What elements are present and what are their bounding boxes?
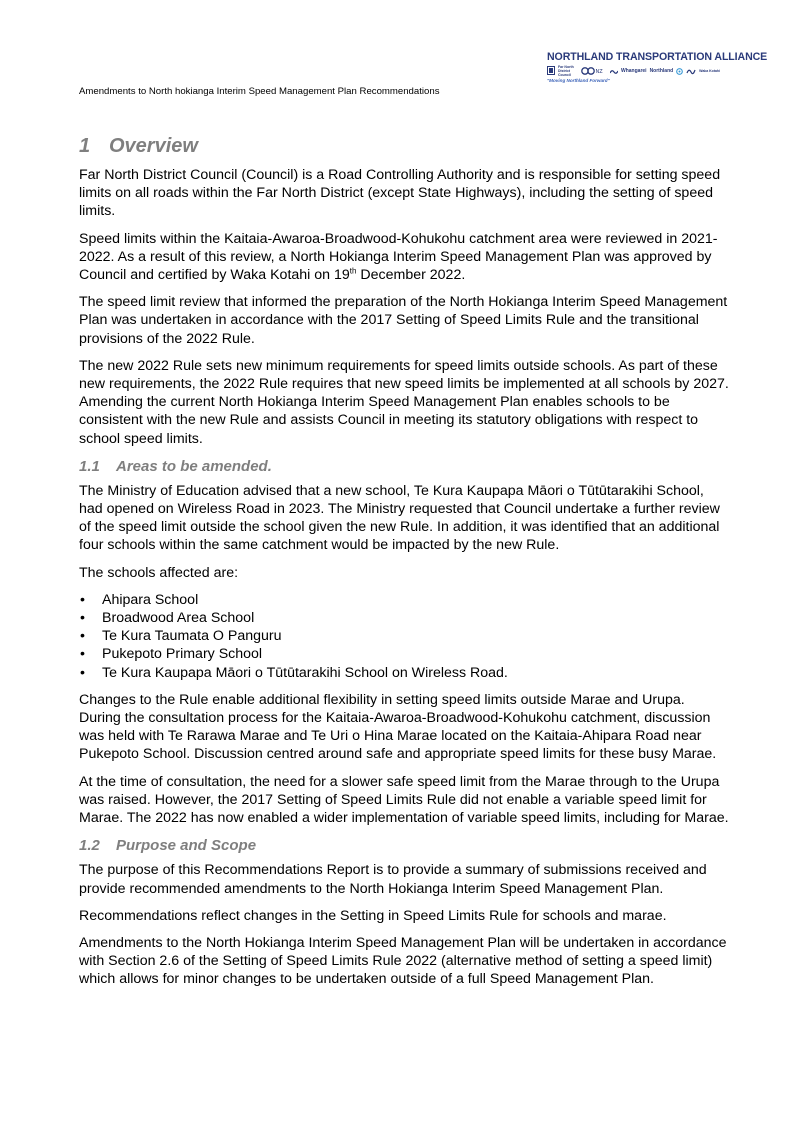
list-item <box>79 627 729 645</box>
schools-list <box>79 591 729 682</box>
svg-text:NZ: NZ <box>595 68 603 75</box>
document-body <box>79 133 729 998</box>
list-item <box>79 664 729 682</box>
list-item <box>79 591 729 609</box>
section-1-2-title: Purpose and Scope <box>116 837 257 855</box>
waka-kotahi-icon <box>686 62 696 80</box>
section-1-2-number: 1.2 <box>79 837 100 855</box>
paragraph: Changes to the Rule enable additional flexibility in setting speed limits outside Marae and Urupa. During the consultation process for the Kaitaia-Awaroa-Broadwood-Kohukohu catchment, discussion was held with Te Rarawa Marae and Te Uri o Hina Marae located on the Kaitaia-Ahipara Road near Pukepoto School. Discussion centred around safe and appropriate speed limits for these busy Marae. <box>79 691 717 763</box>
section-1-number: 1 <box>79 135 91 157</box>
list-item-text: Te Kura Kaupapa Māori o Tūtūtarakihi School on Wireless Road. <box>102 664 508 681</box>
paragraph: The Ministry of Education advised that a new school, Te Kura Kaupapa Māori o Tūtūtarakihi School, had opened on Wireless Road in 2023. The Ministry requested that Council undertake a further review of the speed limit outside the school given the new Rule. In addition, it was identified that an additional four schools within the same catchment would be impacted by the new Rule. <box>79 482 720 554</box>
list-item <box>79 645 729 663</box>
section-1-1-number: 1.1 <box>79 457 100 475</box>
paragraph: The purpose of this Recommendations Report is to provide a summary of submissions received and provide recommended amendments to the North Hokianga Interim Speed Management Plan. <box>79 862 707 897</box>
bullet: • <box>80 664 85 681</box>
running-header: Amendments to North hokianga Interim Speed Management Plan Recommendations <box>79 86 440 97</box>
logo-partner-1: Far North District Council <box>558 64 574 77</box>
logo-partner-2: Whangarei <box>621 67 647 74</box>
logo-title <box>547 51 768 63</box>
paragraph-text: Speed limits within the Kaitaia-Awaroa-Broadwood-Kohukohu catchment area were reviewed in 2021-2022. As a result of this review, a North Hokianga Interim Speed Management Plan was approved by Council and certified by Waka Kotahi on 19 <box>79 230 718 284</box>
logo-title-part2: ALLIANCE <box>714 51 768 63</box>
paragraph: Recommendations reflect changes in the Setting in Speed Limits Rule for schools and marae. <box>79 907 667 924</box>
paragraph: Far North District Council (Council) is a Road Controlling Authority and is responsible for setting speed limits on all roads within the Far North District (except State Highways), including the setting of speed limits. <box>79 167 721 220</box>
list-item <box>79 609 729 627</box>
logo-partner-4: Waka Kotahi <box>699 68 721 73</box>
paragraph: At the time of consultation, the need for a slower safe speed limit from the Marae through to the Urupa was raised. However, the 2017 Setting of Speed Limits Rule did not enable a variable speed limit for Marae. The 2022 has now enabled a wider implementation of variable speed limits, including for Marae. <box>79 773 729 827</box>
logo-tagline: "Moving Northland Forward" <box>547 78 610 83</box>
bullet: • <box>80 610 85 627</box>
fndc-logo-icon <box>547 62 555 80</box>
bullet: • <box>80 591 85 608</box>
paragraph-text: December 2022. <box>356 267 466 284</box>
paragraph: The speed limit review that informed the preparation of the North Hokianga Interim Speed Management Plan was undertaken in accordance with the 2017 Setting of Speed Limits Rule and the transitional provisions of the 2022 Rule. <box>79 294 728 347</box>
partner-circles-icon <box>581 62 607 80</box>
paragraph <box>79 230 729 285</box>
list-item-text: Broadwood Area School <box>102 610 255 627</box>
logo-title-part1: NORTHLAND TRANSPORTATION <box>547 51 712 63</box>
section-1-2-heading <box>79 837 729 855</box>
list-item-text: Pukepoto Primary School <box>102 646 263 663</box>
logo-partner-row <box>547 64 727 77</box>
section-1-title: Overview <box>109 135 198 157</box>
section-1-1-title: Areas to be amended. <box>116 457 272 475</box>
superscript: th <box>349 266 357 276</box>
nta-logo <box>547 51 768 91</box>
logo-partner-3: Northland <box>649 67 674 74</box>
paragraph: Amendments to the North Hokianga Interim Speed Management Plan will be undertaken in accordance with Section 2.6 of the Setting of Speed Limits Rule 2022 (alternative method of setting a speed limit) which allows for minor changes to be undertaken outside of a full Speed Management Plan. <box>79 934 727 988</box>
whangarei-wave-icon <box>610 62 618 80</box>
bullet: • <box>80 628 85 645</box>
section-1-1-heading <box>79 458 729 476</box>
paragraph: The new 2022 Rule sets new minimum requirements for speed limits outside schools. As part of these new requirements, the 2022 Rule requires that new speed limits be implemented at all schools by 2027. Amending the current North Hokianga Interim Speed Management Plan enables schools to be consistent with the new Rule and assists Council in meeting its statutory obligations with respect to school speed limits. <box>79 357 729 447</box>
list-item-text: Ahipara School <box>102 591 199 608</box>
bullet: • <box>80 646 85 663</box>
northland-swirl-icon <box>676 62 683 80</box>
paragraph: The schools affected are: <box>79 564 239 581</box>
section-1-heading <box>79 133 729 159</box>
list-item-text: Te Kura Taumata O Panguru <box>102 628 282 645</box>
